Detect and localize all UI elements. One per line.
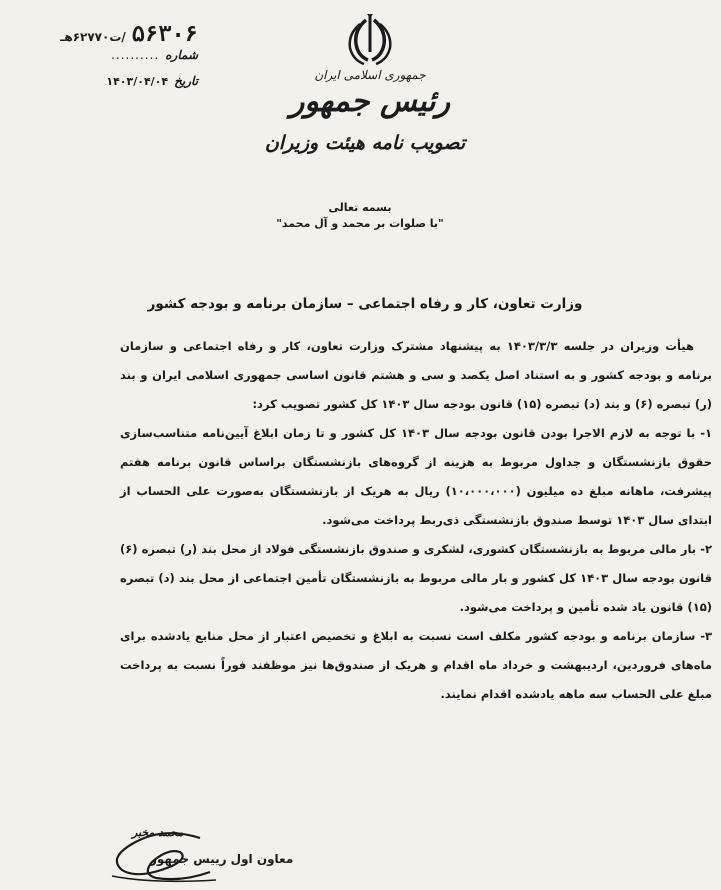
basmala-line-2: "با صلوات بر محمد و آل محمد" (276, 217, 444, 230)
signatory-name: محمد مخبر (132, 826, 184, 839)
date-value: ۱۴۰۳/۰۴/۰۴ (106, 75, 169, 88)
doc-number-row (8, 22, 198, 48)
basmala (260, 200, 460, 232)
document-number: ۵۶۳۰۶ (131, 22, 198, 47)
recipients-line: وزارت تعاون، کار و رفاه اجتماعی – سازمان برنامه و بودجه کشور (147, 296, 583, 312)
president-title: رئیس جمهور (289, 84, 451, 119)
body-item-1: ۱- با توجه به لازم الاجرا بودن قانون بودجه سال ۱۴۰۳ کل کشور و تا زمان ابلاغ آیین‌نامه متناسب‌سازی حقوق بازنشستگان و جداول مربوط به هزینه از گروه‌های بازنشستگان براساس قانون برنامه هفتم پیشرفت، ماهانه مبلغ ده میلیون (۱۰،۰۰۰،۰۰۰) ریال به هریک از بازنشستگان به‌صورت علی الحساب از ابتدای سال ۱۴۰۳ توسط صندوق بازنشستگی ذی‌ربط پرداخت می‌شود. (120, 426, 712, 527)
signatory-title: معاون اول رییس جمهور (150, 852, 294, 866)
decree-body (120, 332, 712, 709)
basmala-line-1: بسمه تعالی (328, 201, 392, 214)
reference-code: /ت۶۲۷۷۰هـ (60, 30, 126, 44)
approval-title: تصویب نامه هیئت وزیران (264, 132, 466, 154)
body-intro: هیأت وزیران در جلسه ۱۴۰۳/۳/۳ به پیشنهاد مشترک وزارت تعاون، کار و رفاه اجتماعی و سازمان برنامه و بودجه کشور و به استناد اصل یکصد و سی و هشتم قانون اساسی جمهوری اسلامی ایران و بند (ر) تبصره (۶) و بند (د) تبصره (۱۵) قانون بودجه سال ۱۴۰۳ کل کشور تصویب کرد: (120, 339, 712, 411)
number-dots: .......... (111, 48, 160, 62)
number-row (8, 48, 198, 74)
date-label: تاریخ (174, 74, 198, 88)
body-item-3: ۳- سازمان برنامه و بودجه کشور مکلف است نسبت به ابلاغ و تخصیص اعتبار از محل منابع یادشده برای ماه‌های فروردین، اردیبهشت و خرداد ماه اقدام و هریک از صندوق‌ها نیز موظفند فوراً نسبت به پرداخت مبلغ علی الحساب سه ماهه یادشده اقدام نمایند. (120, 629, 712, 701)
republic-title: جمهوری اسلامی ایران (314, 68, 426, 82)
number-label: شماره (165, 48, 198, 62)
document-reference-block (8, 22, 198, 100)
body-item-2: ۲- بار مالی مربوط به بازنشستگان کشوری، لشکری و صندوق بازنشستگی فولاد از محل بند (ر) تبصره (۶) قانون بودجه سال ۱۴۰۳ کل کشور و بار مالی مربوط به بازنشستگان تأمین اجتماعی از محل بند (د) تبصره (۱۵) قانون یاد شده تأمین و پرداخت می‌شود. (120, 542, 713, 614)
emblem-icon (320, 12, 420, 68)
date-row (8, 74, 198, 100)
